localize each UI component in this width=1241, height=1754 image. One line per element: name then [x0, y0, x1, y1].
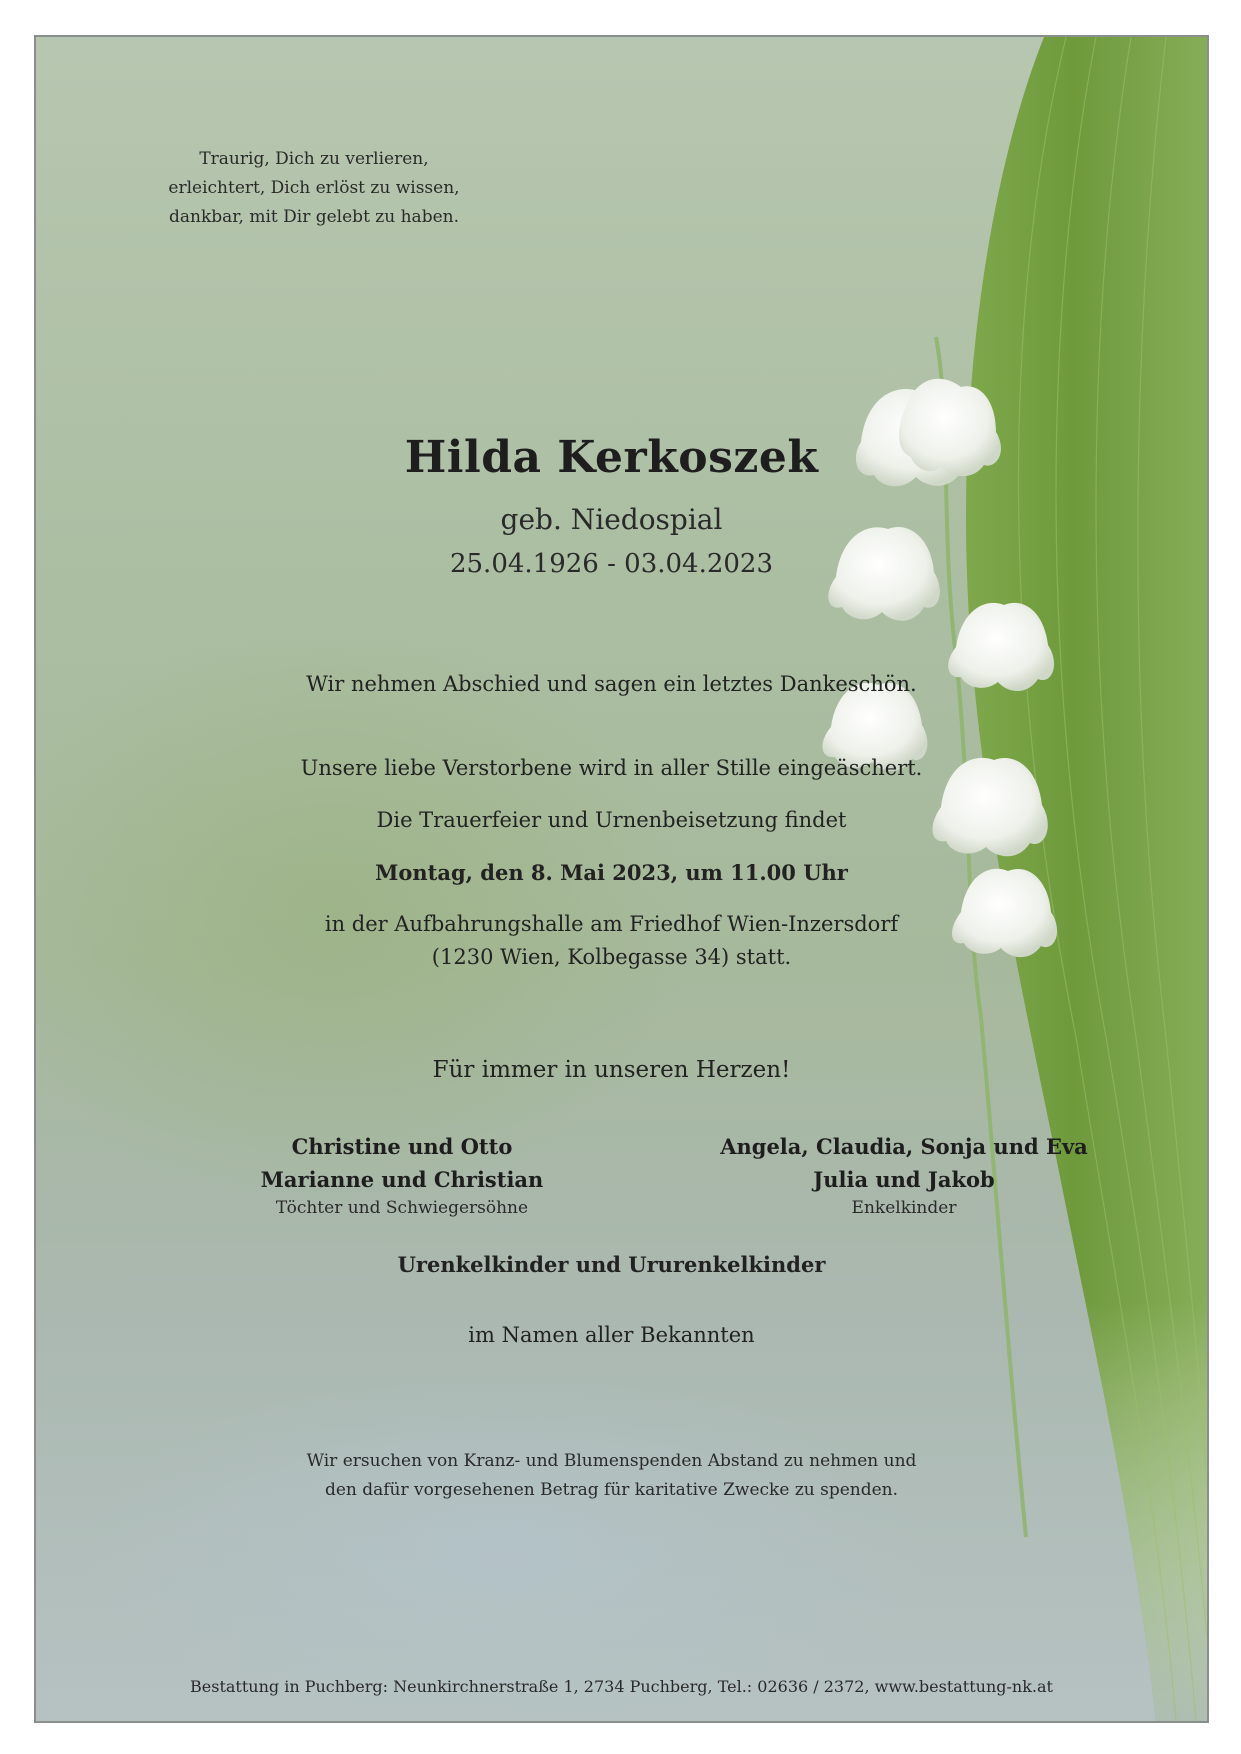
mourners-left: [182, 1130, 622, 1221]
cremation-text: Unsere liebe Verstorbene wird in aller Stille eingeäschert.: [300, 756, 923, 780]
donation-note-line-2: den dafür vorgesehenen Betrag für karitative Zwecke zu spenden.: [324, 1480, 899, 1500]
mourners-left-relation: Töchter und Schwiegersöhne: [275, 1198, 529, 1218]
donation-note-line-1: Wir ersuchen von Kranz- und Blumenspenden Abstand zu nehmen und: [306, 1451, 917, 1471]
great-grandchildren: Urenkelkinder und Ururenkelkinder: [397, 1252, 826, 1277]
motto: Für immer in unseren Herzen!: [432, 1057, 791, 1083]
mourners-right-line-1: Angela, Claudia, Sonja und Eva: [720, 1134, 1088, 1159]
poem: [114, 145, 514, 232]
poem-line-3: dankbar, mit Dir gelebt zu haben.: [169, 207, 459, 227]
location-line-1: in der Aufbahrungshalle am Friedhof Wien-Inzersdorf: [324, 912, 899, 936]
funeral-home-footer: Bestattung in Puchberg: Neunkirchnerstraße 1, 2734 Puchberg, Tel.: 02636 / 2372, www.bestattung-nk.at: [190, 1677, 1053, 1696]
deceased-name: Hilda Kerkoszek: [404, 432, 819, 483]
poem-line-1: Traurig, Dich zu verlieren,: [199, 149, 429, 169]
mourners-right-relation: Enkelkinder: [851, 1198, 957, 1218]
ceremony-intro: Die Trauerfeier und Urnenbeisetzung findet: [376, 808, 847, 832]
location-line-2: (1230 Wien, Kolbegasse 34) statt.: [431, 945, 792, 969]
farewell-text: Wir nehmen Abschied und sagen ein letztes Dankeschön.: [306, 672, 917, 696]
ceremony-date: Montag, den 8. Mai 2023, um 11.00 Uhr: [375, 860, 848, 885]
birth-name: geb. Niedospial: [500, 503, 723, 536]
donation-note: [34, 1447, 1197, 1505]
mourners-right: [674, 1130, 1134, 1221]
acquaintances: im Namen aller Bekannten: [468, 1323, 755, 1347]
mourners-left-line-2: Marianne und Christian: [260, 1167, 544, 1192]
mourners-right-line-2: Julia und Jakob: [813, 1167, 995, 1192]
life-dates: 25.04.1926 - 03.04.2023: [449, 549, 774, 579]
poem-line-2: erleichtert, Dich erlöst zu wissen,: [168, 178, 460, 198]
mourners-left-line-1: Christine und Otto: [291, 1134, 513, 1159]
obituary-card: [34, 35, 1209, 1723]
